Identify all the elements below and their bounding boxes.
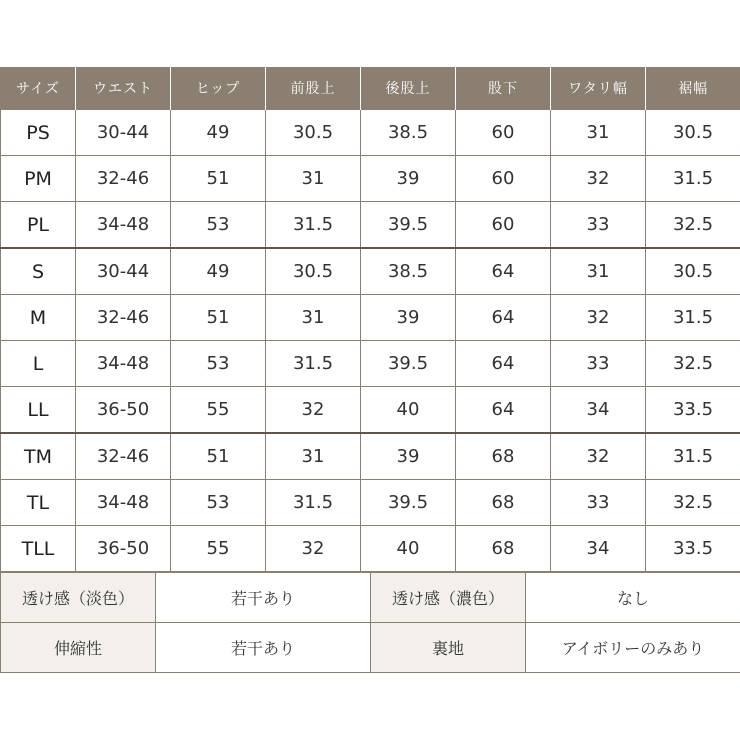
measurement-cell: 49 — [171, 110, 266, 156]
table-row — [1, 202, 740, 249]
measurement-cell: 68 — [456, 480, 551, 526]
measurement-cell: 38.5 — [361, 248, 456, 295]
measurement-cell: 30.5 — [646, 110, 740, 156]
size-cell: PM — [1, 156, 76, 202]
column-header: 前股上 — [266, 67, 361, 110]
measurement-cell: 33 — [551, 480, 646, 526]
measurement-cell: 60 — [456, 110, 551, 156]
measurement-cell: 32 — [266, 526, 361, 572]
attributes-row-sheer — [1, 573, 740, 623]
column-header: ウエスト — [76, 67, 171, 110]
size-cell: PL — [1, 202, 76, 249]
measurement-cell: 31.5 — [646, 433, 740, 480]
column-header: 後股上 — [361, 67, 456, 110]
lining-value: アイボリーのみあり — [526, 623, 740, 673]
measurement-cell: 39 — [361, 156, 456, 202]
measurement-cell: 31.5 — [266, 480, 361, 526]
measurement-cell: 34-48 — [76, 341, 171, 387]
measurement-cell: 53 — [171, 341, 266, 387]
measurement-cell: 39 — [361, 433, 456, 480]
measurement-cell: 30.5 — [266, 248, 361, 295]
measurement-cell: 32 — [551, 433, 646, 480]
measurement-cell: 32.5 — [646, 341, 740, 387]
measurement-cell: 30.5 — [646, 248, 740, 295]
measurement-cell: 32 — [266, 387, 361, 434]
measurement-cell: 31 — [551, 110, 646, 156]
measurement-cell: 68 — [456, 433, 551, 480]
measurement-cell: 64 — [456, 387, 551, 434]
table-row — [1, 248, 740, 295]
column-header: ワタリ幅 — [551, 67, 646, 110]
measurement-cell: 51 — [171, 156, 266, 202]
measurement-cell: 31.5 — [266, 202, 361, 249]
measurement-cell: 34 — [551, 387, 646, 434]
measurement-cell: 68 — [456, 526, 551, 572]
size-chart — [0, 67, 740, 673]
sheer-light-value: 若干あり — [156, 573, 371, 623]
table-row — [1, 387, 740, 434]
measurement-cell: 51 — [171, 295, 266, 341]
column-header: ヒップ — [171, 67, 266, 110]
size-table-body — [1, 110, 740, 572]
measurement-cell: 38.5 — [361, 110, 456, 156]
measurement-cell: 39 — [361, 295, 456, 341]
table-row — [1, 156, 740, 202]
measurement-cell: 55 — [171, 387, 266, 434]
measurement-cell: 60 — [456, 156, 551, 202]
measurement-cell: 64 — [456, 295, 551, 341]
measurement-cell: 64 — [456, 341, 551, 387]
table-row — [1, 341, 740, 387]
measurement-cell: 31 — [551, 248, 646, 295]
measurement-cell: 33.5 — [646, 526, 740, 572]
measurement-cell: 33.5 — [646, 387, 740, 434]
measurement-cell: 34 — [551, 526, 646, 572]
measurement-cell: 31.5 — [646, 295, 740, 341]
measurement-cell: 30.5 — [266, 110, 361, 156]
measurement-cell: 32-46 — [76, 433, 171, 480]
measurement-cell: 32.5 — [646, 480, 740, 526]
sheer-light-label: 透け感（淡色） — [1, 573, 156, 623]
size-cell: PS — [1, 110, 76, 156]
measurement-cell: 53 — [171, 480, 266, 526]
size-cell: TLL — [1, 526, 76, 572]
measurement-cell: 64 — [456, 248, 551, 295]
measurement-cell: 40 — [361, 526, 456, 572]
measurement-cell: 30-44 — [76, 248, 171, 295]
table-row — [1, 526, 740, 572]
measurement-cell: 36-50 — [76, 387, 171, 434]
measurement-cell: 33 — [551, 202, 646, 249]
column-header: 裾幅 — [646, 67, 740, 110]
table-row — [1, 110, 740, 156]
size-cell: TM — [1, 433, 76, 480]
size-cell: S — [1, 248, 76, 295]
measurement-cell: 60 — [456, 202, 551, 249]
lining-label: 裏地 — [371, 623, 526, 673]
table-row — [1, 295, 740, 341]
measurement-cell: 51 — [171, 433, 266, 480]
measurement-cell: 39.5 — [361, 202, 456, 249]
measurement-cell: 53 — [171, 202, 266, 249]
size-cell: M — [1, 295, 76, 341]
measurement-cell: 39.5 — [361, 341, 456, 387]
measurement-cell: 32-46 — [76, 156, 171, 202]
size-cell: TL — [1, 480, 76, 526]
size-table — [0, 67, 740, 572]
sheer-dark-value: なし — [526, 573, 740, 623]
sheer-dark-label: 透け感（濃色） — [371, 573, 526, 623]
measurement-cell: 32-46 — [76, 295, 171, 341]
measurement-cell: 32 — [551, 295, 646, 341]
stretch-label: 伸縮性 — [1, 623, 156, 673]
column-header: サイズ — [1, 67, 76, 110]
measurement-cell: 30-44 — [76, 110, 171, 156]
table-row — [1, 433, 740, 480]
size-table-header — [1, 67, 740, 110]
stretch-value: 若干あり — [156, 623, 371, 673]
measurement-cell: 55 — [171, 526, 266, 572]
measurement-cell: 39.5 — [361, 480, 456, 526]
attributes-table — [0, 572, 740, 673]
measurement-cell: 34-48 — [76, 480, 171, 526]
measurement-cell: 31 — [266, 433, 361, 480]
table-row — [1, 480, 740, 526]
measurement-cell: 31.5 — [266, 341, 361, 387]
measurement-cell: 32.5 — [646, 202, 740, 249]
measurement-cell: 34-48 — [76, 202, 171, 249]
measurement-cell: 49 — [171, 248, 266, 295]
measurement-cell: 33 — [551, 341, 646, 387]
size-cell: LL — [1, 387, 76, 434]
measurement-cell: 36-50 — [76, 526, 171, 572]
measurement-cell: 32 — [551, 156, 646, 202]
measurement-cell: 31 — [266, 156, 361, 202]
column-header: 股下 — [456, 67, 551, 110]
measurement-cell: 40 — [361, 387, 456, 434]
attributes-row-stretch — [1, 623, 740, 673]
measurement-cell: 31.5 — [646, 156, 740, 202]
measurement-cell: 31 — [266, 295, 361, 341]
size-cell: L — [1, 341, 76, 387]
